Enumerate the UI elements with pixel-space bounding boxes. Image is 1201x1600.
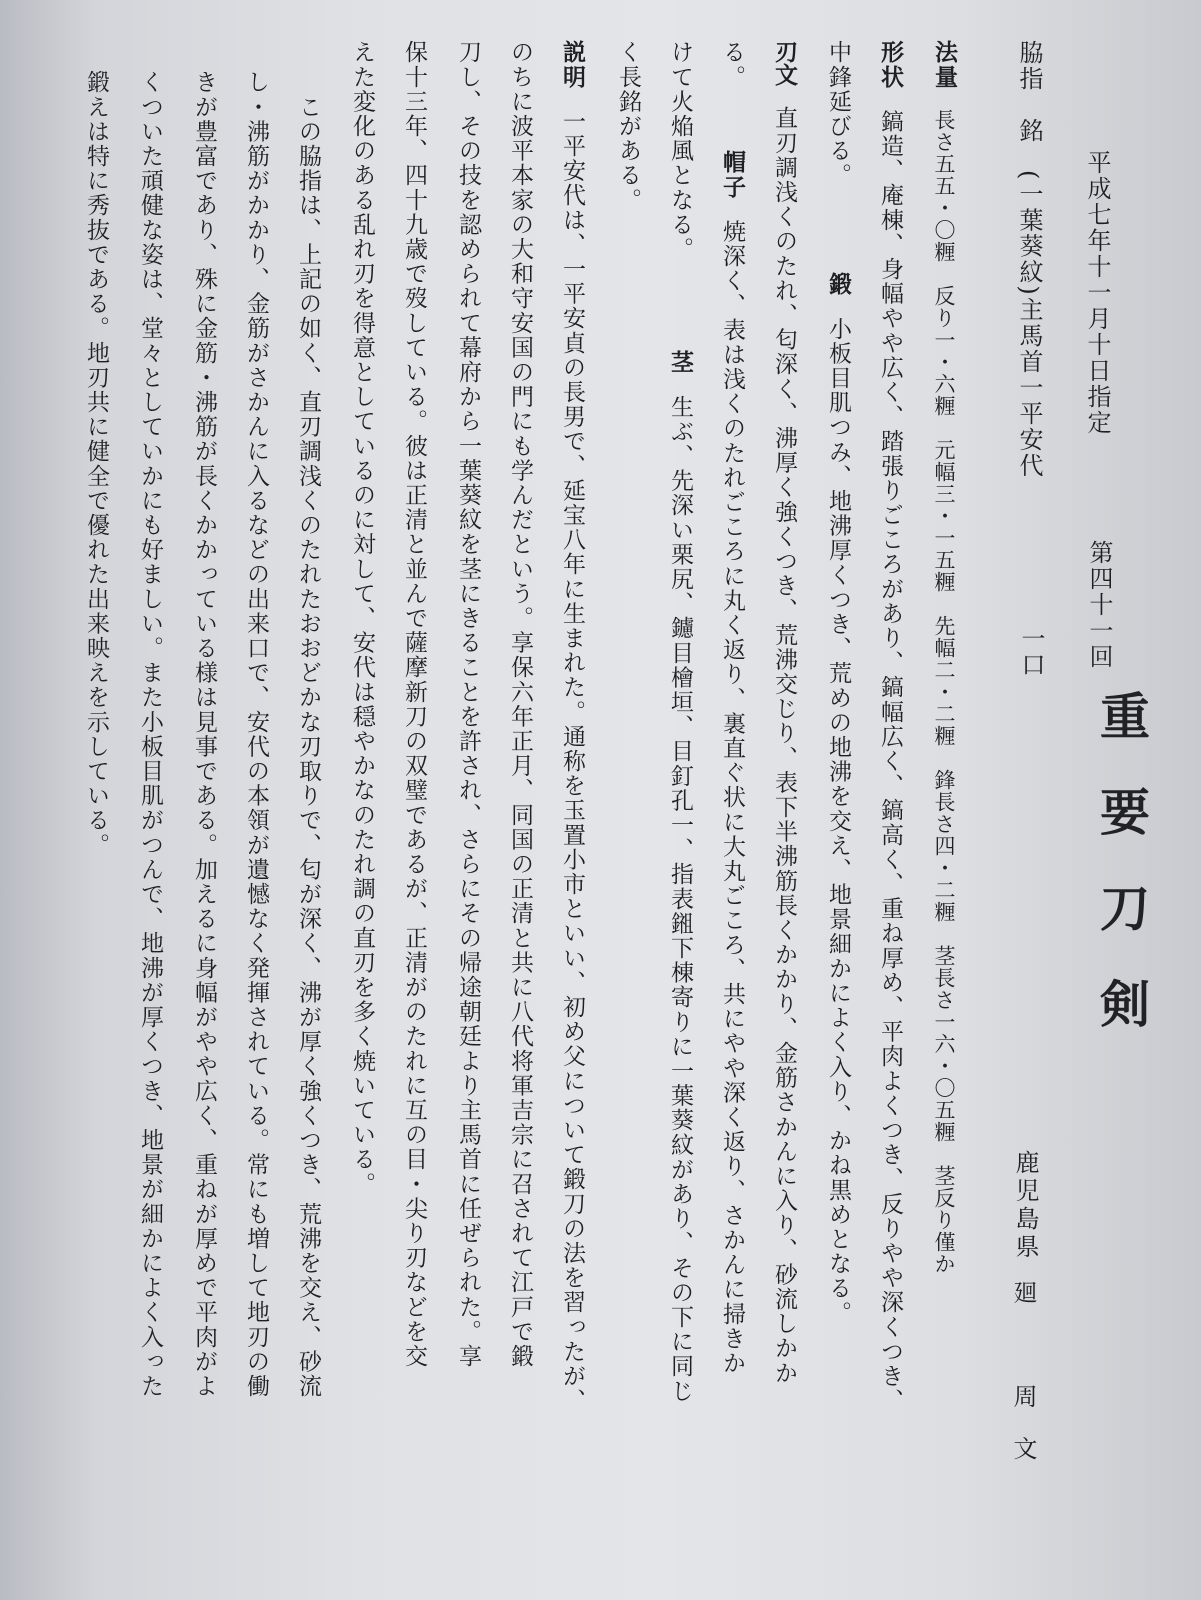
setsumei-line-6: この脇指は、上記の如く、直刃調浅くのたれたおおどかな刃取りで、匂が深く、沸が厚く強くつき、荒沸を交え、砂流 — [295, 70, 321, 1399]
keijo-label: 形状 — [877, 40, 903, 90]
setsumei-line-1 — [556, 40, 589, 1413]
kitae-label: 鍛 — [825, 272, 851, 297]
keijo-section — [874, 40, 907, 1413]
owner-name: 廻 周文 — [1009, 1280, 1037, 1488]
kitae-section — [822, 272, 855, 1325]
nakago-text-line1: 生ぶ、先深い栗尻、鑢目檜垣、目釘孔一、指表鎺下棟寄りに一葉葵紋があり、その下に同じ — [667, 394, 693, 1404]
nakago-label: 茎 — [667, 350, 693, 375]
nakago-section — [664, 350, 697, 1403]
hamon-text-line1: 直刃調浅くのたれ、匂深く、沸厚く強くつき、荒沸交じり、表下半沸筋長くかかり、金筋さかんに入り、砂流しかか — [771, 106, 797, 1386]
designation-date: 平成七年十一月十日指定 — [1083, 150, 1111, 436]
boshi-section — [716, 150, 749, 1375]
page-title: 重要刀剣 — [1092, 690, 1151, 1074]
prefecture: 鹿児島県 — [1011, 1150, 1039, 1262]
hamon-label: 刃文 — [771, 40, 797, 86]
boshi-text-line1: 焼深く、表は浅くのたれごころに丸く返り、裏直ぐ状に大丸ごころ、共にやや深く返り、さかんに掃きか — [719, 219, 745, 1376]
setsumei-line-5: えた変化のある乱れ刃を得意としているのに対して、安代は穏やかなのたれ調の直刃を多く焼いている。 — [349, 40, 375, 1197]
keijo-text-line2: 中鋒延びる。 — [825, 40, 851, 188]
setsumei-line-10: 鍛えは特に秀抜である。地刃共に健全で優れた出来映えを示している。 — [83, 70, 109, 858]
hoyo-label: 法量 — [931, 40, 957, 90]
boshi-label: 帽子 — [719, 150, 745, 200]
hamon-section — [768, 40, 801, 1385]
keijo-text-line1: 鎬造、庵棟、身幅やや広く、踏張りごころがあり、鎬幅広く、鎬高く、重ね厚め、平肉よくつき、反りやや深くつき、 — [877, 109, 903, 1414]
setsumei-line-8: きが豊富であり、殊に金筋・沸筋が長くかかっている様は見事である。加えるに身幅がやや広く、重ねが厚めで平肉がよ — [191, 70, 217, 1399]
hoyo-section — [928, 40, 961, 1275]
session-number: 第四十一回 — [1085, 540, 1113, 670]
setsumei-label: 説明 — [559, 40, 585, 90]
setsumei-line-3: 刀し、その技を認められて幕府から一葉葵紋を茎にきることを許され、さらにその帰途朝廷より主馬首に任ぜられた。享 — [455, 40, 481, 1369]
kitae-text: 小板目肌つみ、地沸厚くつき、荒めの地沸を交え、地景細かによく入り、かね黒めとなる。 — [825, 316, 851, 1326]
hamon-text-line2: る。 — [719, 40, 745, 90]
boshi-text-line2: けて火焔風となる。 — [667, 40, 693, 262]
sword-count: 一口 — [1017, 626, 1045, 678]
setsumei-line-9: くついた頑健な姿は、堂々としていかにも好ましい。また小板目肌がつんで、地沸が厚くつき、地景が細かによく入った — [137, 70, 163, 1399]
setsumei-line-2: のちに波平本家の大和守安国の門にも学んだという。享保六年正月、同国の正清と共に八代将軍吉宗に召されて江戸で鍛 — [507, 40, 533, 1369]
setsumei-line-7: し・沸筋がかかり、金筋がさかんに入るなどの出来口で、安代の本領が遺憾なく発揮されている。常にも増して地刃の働 — [243, 70, 269, 1399]
nakago-text-line2: く長銘がある。 — [615, 40, 641, 213]
hoyo-text: 長さ五五・〇糎 反り一・六糎 元幅三・一五糎 先幅二・二糎 鋒長さ四・二糎 茎長さ一六・〇五糎 茎反り僅か — [932, 109, 956, 1276]
setsumei-line-4: 保十三年、四十九歳で歿している。彼は正清と並んで薩摩新刀の双璧であるが、正清がのたれに互の目・尖り刃などを交 — [401, 40, 427, 1369]
setsumei-text: 一平安代は、一平安貞の長男で、延宝八年に生まれた。通称を玉置小市といい、初め父について鍛刀の法を習ったが、 — [559, 109, 585, 1414]
sword-type-and-mei: 脇指 銘 (一葉葵紋)主馬首一平安代 — [1015, 40, 1043, 479]
